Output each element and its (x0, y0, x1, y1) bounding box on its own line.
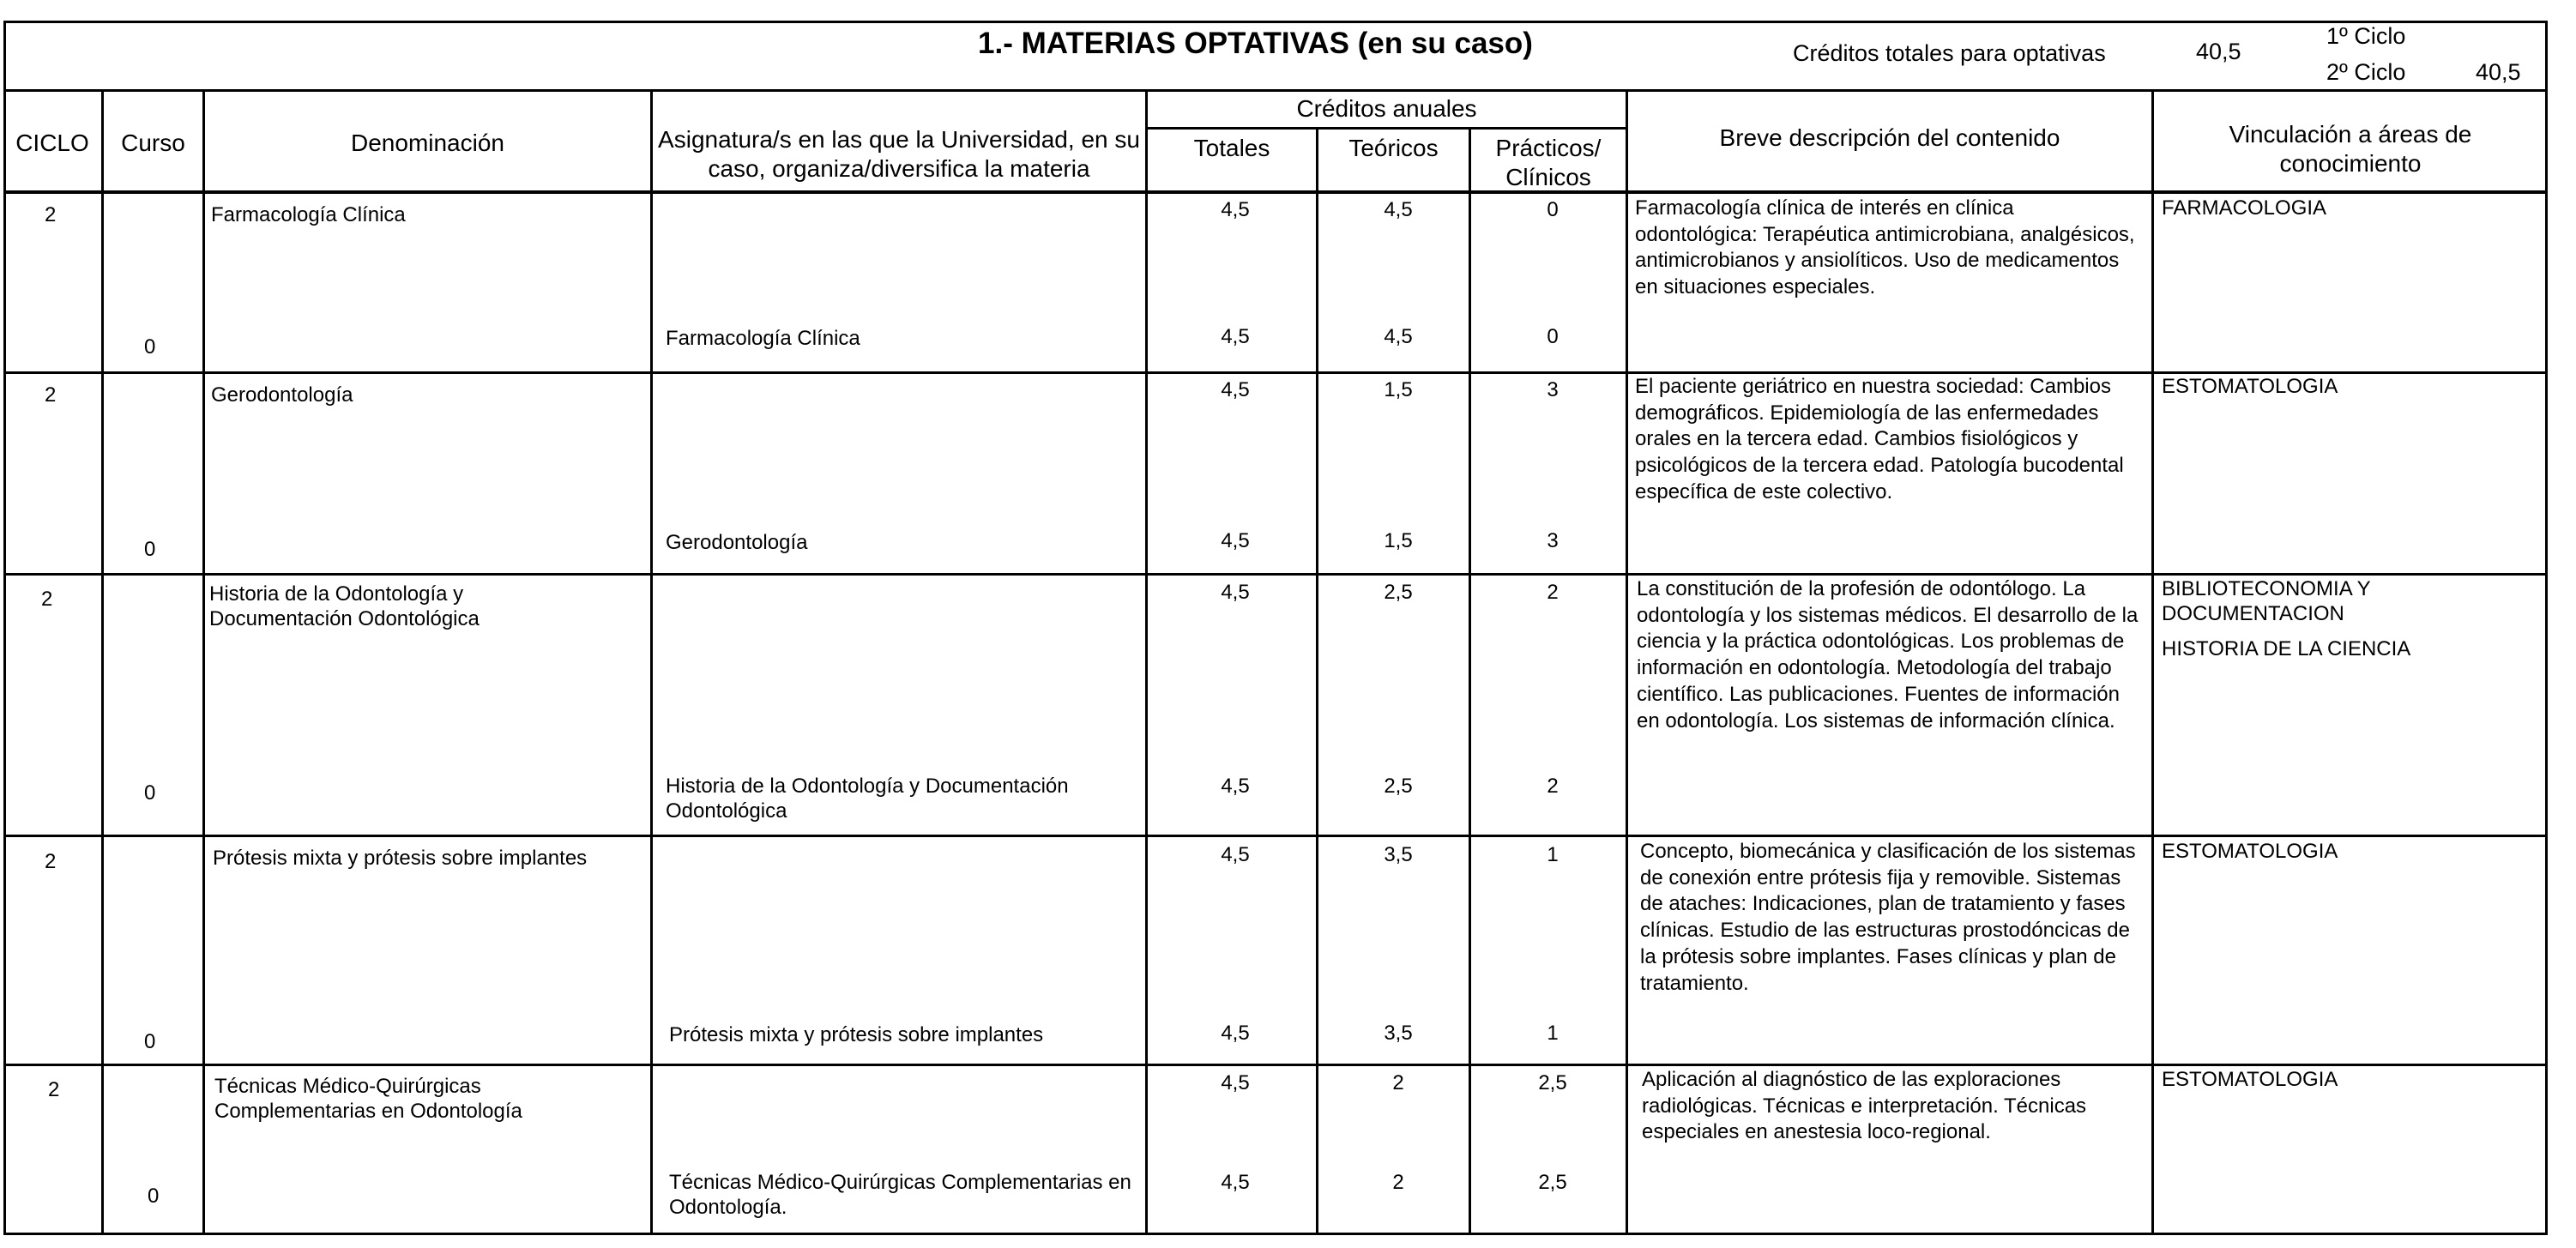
row-asig-teoricos: 4,5 (1384, 325, 1413, 348)
row-denominacion: Técnicas Médico-Quirúrgicas Complementarias en Odontología (214, 1075, 522, 1124)
ciclo2-label: 2º Ciclo (2326, 59, 2406, 85)
row-asig-totales: 4,5 (1221, 1171, 1250, 1194)
header-denominacion: Denominación (351, 130, 504, 156)
row-vinculacion: ESTOMATOLOGIA (2162, 375, 2338, 398)
row-asignatura: Técnicas Médico-Quirúrgicas Complementarias en Odontología. (669, 1171, 1131, 1220)
header-top-line (3, 89, 2548, 92)
row-vinculacion: ESTOMATOLOGIA (2162, 840, 2338, 863)
row-descripcion: El paciente geriátrico en nuestra sociedad: Cambios demográficos. Epidemiología de las enfermedades orales en la tercera edad. Cambios fisiológicos y psicológicos de la tercera edad. Patología bucodental específica de este colectivo. (1635, 375, 2124, 503)
row-asig-totales: 4,5 (1221, 775, 1250, 798)
row-curso: 0 (144, 335, 156, 359)
header-creditos-anuales: Créditos anuales (1296, 95, 1477, 122)
row-asig-teoricos: 1,5 (1384, 529, 1413, 552)
row-asig-practicos: 2,5 (1538, 1171, 1567, 1194)
header-totales: Totales (1193, 135, 1270, 161)
row-ciclo: 2 (41, 588, 53, 611)
row-denominacion: Farmacología Clínica (211, 203, 406, 226)
row-vinculacion: ESTOMATOLOGIA (2162, 1068, 2338, 1091)
row-asig-practicos: 2 (1547, 775, 1559, 798)
row-curso: 0 (144, 781, 156, 805)
row-vinculacion: FARMACOLOGIA (2162, 196, 2327, 220)
col-line-5 (1316, 127, 1318, 1235)
header-vinculacion: Vinculación a áreas de conocimiento (2229, 121, 2472, 178)
row-asig-teoricos: 3,5 (1384, 1022, 1413, 1045)
row-ciclo: 2 (45, 203, 57, 226)
row-curso: 0 (144, 538, 156, 561)
row-denominacion: Historia de la Odontología y Documentación Odontológica (209, 582, 480, 631)
row-descripcion: Aplicación al diagnóstico de las exploraciones radiológicas. Técnicas e interpretación. Técnicas especiales en anestesia loco-regional. (1642, 1068, 2087, 1144)
page-title: 1.- MATERIAS OPTATIVAS (en su caso) (978, 27, 1533, 60)
row-line-2 (3, 573, 2548, 576)
row-asignatura: Gerodontología (666, 531, 808, 554)
header-asignatura: Asignatura/s en las que la Universidad, en su caso, organiza/diversifica la materia (658, 126, 1140, 183)
row-practicos: 2,5 (1538, 1071, 1567, 1094)
row-practicos: 0 (1547, 198, 1559, 221)
row-totales: 4,5 (1221, 198, 1250, 221)
row-asig-totales: 4,5 (1221, 529, 1250, 552)
row-teoricos: 4,5 (1384, 198, 1413, 221)
row-practicos: 3 (1547, 378, 1559, 401)
row-asig-practicos: 0 (1547, 325, 1559, 348)
row-vinculacion-2: HISTORIA DE LA CIENCIA (2162, 637, 2411, 660)
row-descripcion: Farmacología clínica de interés en clínica odontológica: Terapéutica antimicrobiana, analgésicos, antimicrobianos y ansiolíticos. Uso de medicamentos en situaciones especiales. (1635, 196, 2135, 299)
header-practicos: Prácticos/ Clínicos (1495, 135, 1602, 191)
row-asignatura: Historia de la Odontología y Documentación Odontológica (666, 775, 1069, 823)
header-bottom-line (3, 190, 2548, 194)
row-denominacion: Gerodontología (211, 383, 353, 407)
row-line-4 (3, 1064, 2548, 1066)
row-asignatura: Farmacología Clínica (666, 327, 860, 350)
row-descripcion: La constitución de la profesión de odontólogo. La odontología y los sistemas médicos. El desarrollo de la ciencia y la práctica odontológicas. Los problemas de información en odontología. Metodología del trabajo científico. Las publicaciones. Fuentes de información en odontología. Los sistemas de información clínica. (1637, 577, 2139, 733)
header-curso: Curso (121, 130, 185, 156)
row-asig-totales: 4,5 (1221, 325, 1250, 348)
row-curso: 0 (144, 1030, 156, 1053)
row-teoricos: 2,5 (1384, 581, 1413, 604)
row-totales: 4,5 (1221, 1071, 1250, 1094)
header-teoricos: Teóricos (1348, 135, 1439, 161)
creditos-underline (1145, 127, 1626, 130)
row-ciclo: 2 (45, 383, 57, 407)
row-practicos: 1 (1547, 843, 1559, 866)
row-denominacion: Prótesis mixta y prótesis sobre implantes (213, 847, 588, 870)
row-totales: 4,5 (1221, 378, 1250, 401)
row-asignatura: Prótesis mixta y prótesis sobre implantes (669, 1023, 1044, 1046)
row-totales: 4,5 (1221, 843, 1250, 866)
row-ciclo: 2 (48, 1078, 60, 1101)
row-vinculacion: BIBLIOTECONOMIA Y DOCUMENTACION (2162, 577, 2371, 626)
row-ciclo: 2 (45, 850, 57, 873)
ciclo2-value: 40,5 (2476, 59, 2521, 85)
row-asig-totales: 4,5 (1221, 1022, 1250, 1045)
row-asig-practicos: 3 (1547, 529, 1559, 552)
row-curso: 0 (148, 1185, 160, 1208)
row-totales: 4,5 (1221, 581, 1250, 604)
col-line-6 (1469, 127, 1471, 1235)
row-practicos: 2 (1547, 581, 1559, 604)
header-descripcion: Breve descripción del contenido (1719, 124, 2060, 151)
row-teoricos: 1,5 (1384, 378, 1413, 401)
credits-total-value: 40,5 (2196, 39, 2241, 64)
header-ciclo: CICLO (15, 130, 89, 156)
row-line-3 (3, 835, 2548, 837)
row-teoricos: 3,5 (1384, 843, 1413, 866)
row-asig-teoricos: 2 (1392, 1171, 1404, 1194)
ciclo1-label: 1º Ciclo (2326, 23, 2406, 49)
row-asig-teoricos: 2,5 (1384, 775, 1413, 798)
credits-total-label: Créditos totales para optativas (1793, 40, 2106, 66)
row-descripcion: Concepto, biomecánica y clasificación de los sistemas de conexión entre prótesis fija y removible. Sistemas de ataches: Indicaciones, plan de tratamiento y fases clínicas. Estudio de las estructuras prostodóncicas de la prótesis sobre implantes. Fases clínicas y plan de tratamiento. (1640, 840, 2136, 995)
row-teoricos: 2 (1392, 1071, 1404, 1094)
row-asig-practicos: 1 (1547, 1022, 1559, 1045)
